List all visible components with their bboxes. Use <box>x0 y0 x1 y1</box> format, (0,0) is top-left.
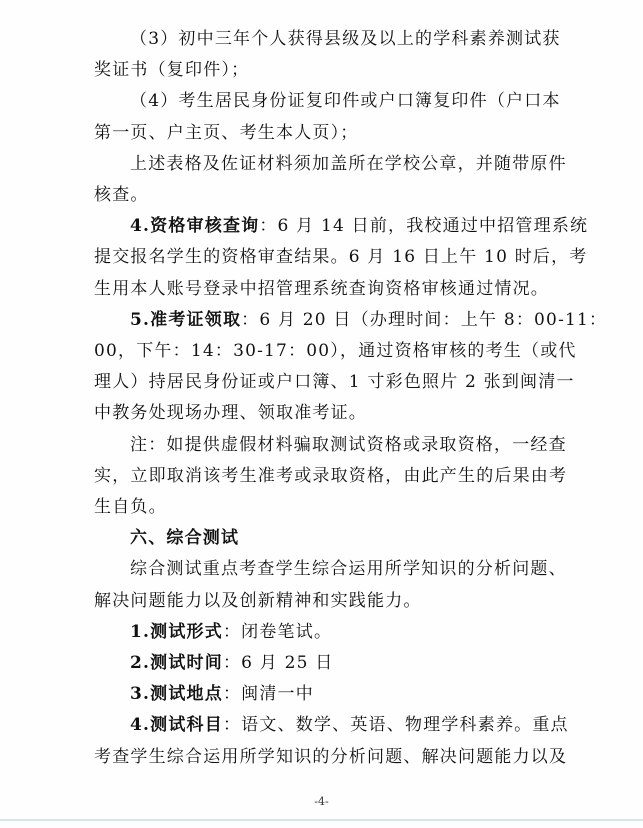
section-label: 4.测试科目 <box>130 715 223 735</box>
section-text: ：6 月 20 日（办理时间：上午 8：00-11： <box>241 310 608 330</box>
text-line: 奖证书（复印件）； <box>94 60 250 80</box>
text-line <box>130 652 333 674</box>
text-line: 00，下午：14：30-17：00），通过资格审核的考生（或代 <box>94 341 577 361</box>
section-label: 4.资格审核查询 <box>130 216 260 236</box>
section-text: ：闭卷笔试。 <box>222 622 333 642</box>
text-line <box>130 714 569 736</box>
section-text: ：6 月 25 日 <box>222 653 334 673</box>
text-line: 解决问题能力以及创新精神和实践能力。 <box>94 591 422 611</box>
page-bottom-border <box>0 819 643 821</box>
section-text: ：闽清一中 <box>222 684 314 704</box>
section-text: ：6 月 14 日前，我校通过中招管理系统 <box>259 216 589 236</box>
text-line: 考查学生综合运用所学知识的分析问题、解决问题能力以及 <box>94 747 568 767</box>
text-line: 理人）持居民身份证或户口簿、1 寸彩色照片 2 张到闽清一 <box>94 372 575 392</box>
text-line: 核查。 <box>94 185 149 205</box>
section-text: ：语文、数学、英语、物理学科素养。重点 <box>222 715 569 735</box>
text-line: 综合测试重点考查学生综合运用所学知识的分析问题、 <box>130 559 567 579</box>
text-line <box>130 309 607 331</box>
text-line: 生用本人账号登录中招管理系统查询资格审核通过情况。 <box>94 279 549 299</box>
text-line: （3）初中三年个人获得县级及以上的学科素养测试获 <box>130 29 561 49</box>
section-heading: 六、综合测试 <box>130 528 240 548</box>
text-line <box>130 621 332 643</box>
section-label: 2.测试时间 <box>130 653 223 673</box>
section-label: 1.测试形式 <box>130 622 223 642</box>
text-line: 上述表格及佐证材料须加盖所在学校公章，并随带原件 <box>130 154 567 174</box>
text-line <box>130 215 588 237</box>
section-label: 5.准考证领取 <box>130 310 242 330</box>
text-line: 第一页、户主页、考生本人页）； <box>94 123 359 143</box>
section-label: 3.测试地点 <box>130 684 223 704</box>
page-number: -4- <box>314 795 329 808</box>
text-line: 生自负。 <box>94 497 167 517</box>
text-line: 注：如提供虚假材料骗取测试资格或录取资格，一经查 <box>130 435 567 455</box>
text-line: 实，立即取消该考生准考或录取资格，由此产生的后果由考 <box>94 466 568 486</box>
text-line: （4）考生居民身份证复印件或户口簿复印件（户口本 <box>130 91 561 111</box>
text-line <box>130 683 314 705</box>
text-line: 提交报名学生的资格审查结果。6 月 16 日上午 10 时后，考 <box>94 247 588 267</box>
text-line: 中教务处现场办理、领取准考证。 <box>94 403 367 423</box>
